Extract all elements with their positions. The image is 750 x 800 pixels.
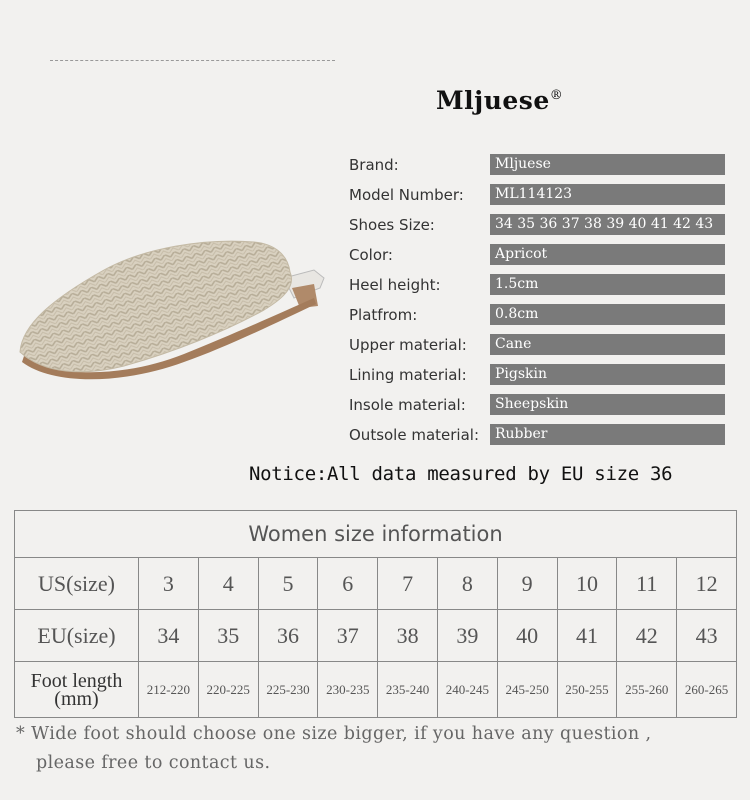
eu-size-cell: 37 (318, 610, 378, 662)
foot-length-cell: 240-245 (437, 662, 497, 718)
eu-size-cell: 39 (437, 610, 497, 662)
spec-row-lining (349, 362, 729, 392)
spec-value: Sheepskin (490, 394, 725, 415)
us-size-cell: 10 (557, 558, 617, 610)
foot-length-label-line1: Foot length (30, 669, 123, 692)
eu-size-cell: 41 (557, 610, 617, 662)
spec-value: 1.5cm (490, 274, 725, 295)
spec-value: 34 35 36 37 38 39 40 41 42 43 (490, 214, 725, 235)
us-size-cell: 6 (318, 558, 378, 610)
spec-label: Insole material: (349, 396, 466, 414)
us-size-cell: 12 (677, 558, 737, 610)
spec-row-brand (349, 152, 729, 182)
foot-length-label (15, 662, 139, 718)
foot-length-label-line2: (mm) (54, 687, 99, 710)
spec-label: Heel height: (349, 276, 441, 294)
size-table-title: Women size information (15, 511, 737, 558)
us-size-row (15, 558, 737, 610)
us-size-cell: 9 (497, 558, 557, 610)
registered-mark: ® (549, 88, 564, 103)
us-size-cell: 5 (258, 558, 318, 610)
spec-row-heel (349, 272, 729, 302)
us-size-cell: 8 (437, 558, 497, 610)
eu-size-cell: 40 (497, 610, 557, 662)
spec-row-color (349, 242, 729, 272)
size-advice-note (16, 720, 746, 778)
eu-size-cell: 38 (378, 610, 438, 662)
spec-label: Platfrom: (349, 306, 418, 324)
spec-value: Apricot (490, 244, 725, 265)
note-line-2: please free to contact us. (36, 753, 271, 773)
size-table (14, 510, 737, 718)
spec-value: Pigskin (490, 364, 725, 385)
us-size-cell: 7 (378, 558, 438, 610)
us-size-cell: 4 (198, 558, 258, 610)
foot-length-cell: 255-260 (617, 662, 677, 718)
spec-label: Outsole material: (349, 426, 480, 444)
us-size-label: US(size) (15, 558, 139, 610)
notice-text: Notice:All data measured by EU size 36 (249, 463, 673, 485)
foot-length-cell: 245-250 (497, 662, 557, 718)
decorative-dashed-line (50, 60, 335, 61)
note-line-1: * Wide foot should choose one size bigger, if you have any question , (16, 724, 652, 744)
eu-size-cell: 34 (139, 610, 199, 662)
foot-length-cell: 220-225 (198, 662, 258, 718)
foot-length-row (15, 662, 737, 718)
spec-value: Mljuese (490, 154, 725, 175)
foot-length-cell: 212-220 (139, 662, 199, 718)
foot-length-cell: 260-265 (677, 662, 737, 718)
spec-list (349, 152, 729, 452)
eu-size-cell: 43 (677, 610, 737, 662)
foot-length-cell: 235-240 (378, 662, 438, 718)
spec-label: Model Number: (349, 186, 464, 204)
eu-size-cell: 35 (198, 610, 258, 662)
spec-label: Upper material: (349, 336, 467, 354)
eu-size-label: EU(size) (15, 610, 139, 662)
spec-row-insole (349, 392, 729, 422)
shoe-product-image (14, 228, 344, 388)
us-size-cell: 3 (139, 558, 199, 610)
foot-length-cell: 250-255 (557, 662, 617, 718)
foot-length-cell: 230-235 (318, 662, 378, 718)
spec-label: Lining material: (349, 366, 467, 384)
spec-label: Shoes Size: (349, 216, 435, 234)
spec-label: Brand: (349, 156, 399, 174)
spec-row-outsole (349, 422, 729, 452)
brand-logo (436, 86, 563, 115)
eu-size-row (15, 610, 737, 662)
eu-size-cell: 42 (617, 610, 677, 662)
spec-value: Rubber (490, 424, 725, 445)
eu-size-cell: 36 (258, 610, 318, 662)
spec-value: 0.8cm (490, 304, 725, 325)
spec-row-size (349, 212, 729, 242)
us-size-cell: 11 (617, 558, 677, 610)
spec-value: ML114123 (490, 184, 725, 205)
spec-row-platform (349, 302, 729, 332)
spec-value: Cane (490, 334, 725, 355)
spec-row-upper (349, 332, 729, 362)
foot-length-cell: 225-230 (258, 662, 318, 718)
brand-name: Mljuese (436, 86, 550, 115)
spec-row-model (349, 182, 729, 212)
spec-label: Color: (349, 246, 393, 264)
